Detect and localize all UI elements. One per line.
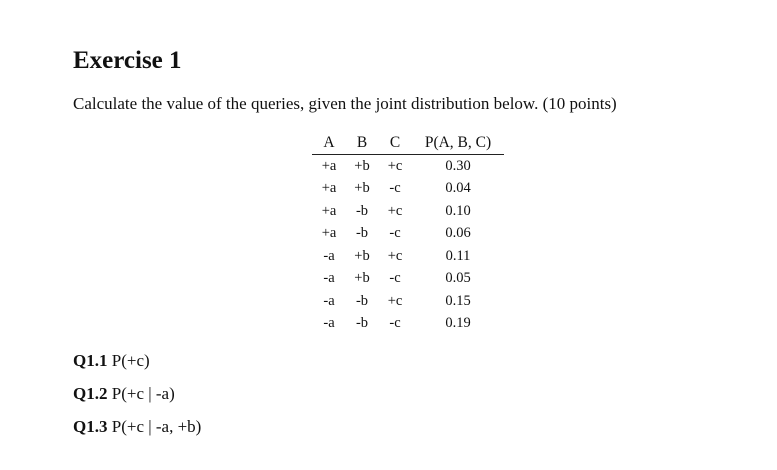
joint-distribution-table — [312, 131, 504, 335]
cell-b: +b — [354, 270, 370, 287]
cell-probability: 0.30 — [445, 157, 471, 174]
cell-a: +a — [321, 180, 337, 197]
exercise-title: Exercise 1 — [73, 47, 182, 74]
cell-c: -c — [389, 225, 401, 242]
question-query: P(+c | -a) — [111, 384, 175, 403]
question-list — [73, 350, 201, 449]
question-q1-3 — [73, 416, 201, 449]
table-row — [312, 155, 504, 178]
exercise-instructions: Calculate the value of the queries, given the joint distribution below. (10 points) — [73, 94, 617, 113]
cell-a: +a — [321, 157, 337, 174]
question-number: Q1.2 — [73, 384, 108, 403]
cell-probability: 0.19 — [445, 315, 471, 332]
column-header-a: A — [312, 131, 346, 155]
cell-probability: 0.04 — [445, 180, 471, 197]
cell-a: -a — [323, 292, 335, 309]
column-header-probability: P(A, B, C) — [412, 131, 504, 155]
cell-a: -a — [323, 270, 335, 287]
cell-a: +a — [321, 225, 337, 242]
cell-probability: 0.15 — [445, 292, 471, 309]
cell-c: +c — [387, 292, 403, 309]
cell-b: +b — [354, 157, 370, 174]
question-q1-2 — [73, 383, 201, 416]
column-header-b: B — [346, 131, 378, 155]
cell-b: -b — [355, 315, 369, 332]
cell-b: -b — [355, 202, 369, 219]
table-row — [312, 178, 504, 201]
cell-c: +c — [387, 247, 403, 264]
cell-b: +b — [354, 247, 370, 264]
table-row — [312, 200, 504, 223]
question-q1-1 — [73, 350, 201, 383]
cell-b: -b — [355, 292, 369, 309]
cell-probability: 0.06 — [445, 225, 471, 242]
question-number: Q1.3 — [73, 417, 108, 436]
table-header-row — [312, 131, 504, 155]
table-row — [312, 268, 504, 291]
cell-a: -a — [323, 315, 335, 332]
cell-c: -c — [389, 315, 401, 332]
cell-a: +a — [321, 202, 337, 219]
cell-c: +c — [387, 202, 403, 219]
table-row — [312, 223, 504, 246]
cell-c: -c — [389, 270, 401, 287]
column-header-c: C — [378, 131, 412, 155]
cell-c: +c — [387, 157, 403, 174]
cell-b: +b — [354, 180, 370, 197]
cell-b: -b — [355, 225, 369, 242]
cell-probability: 0.05 — [445, 270, 471, 287]
cell-probability: 0.10 — [445, 202, 471, 219]
cell-probability: 0.11 — [445, 247, 471, 264]
question-query: P(+c) — [111, 351, 150, 370]
cell-a: -a — [323, 247, 335, 264]
question-query: P(+c | -a, +b) — [111, 417, 202, 436]
cell-c: -c — [389, 180, 401, 197]
table-row — [312, 313, 504, 336]
table-row — [312, 245, 504, 268]
table-row — [312, 290, 504, 313]
question-number: Q1.1 — [73, 351, 108, 370]
